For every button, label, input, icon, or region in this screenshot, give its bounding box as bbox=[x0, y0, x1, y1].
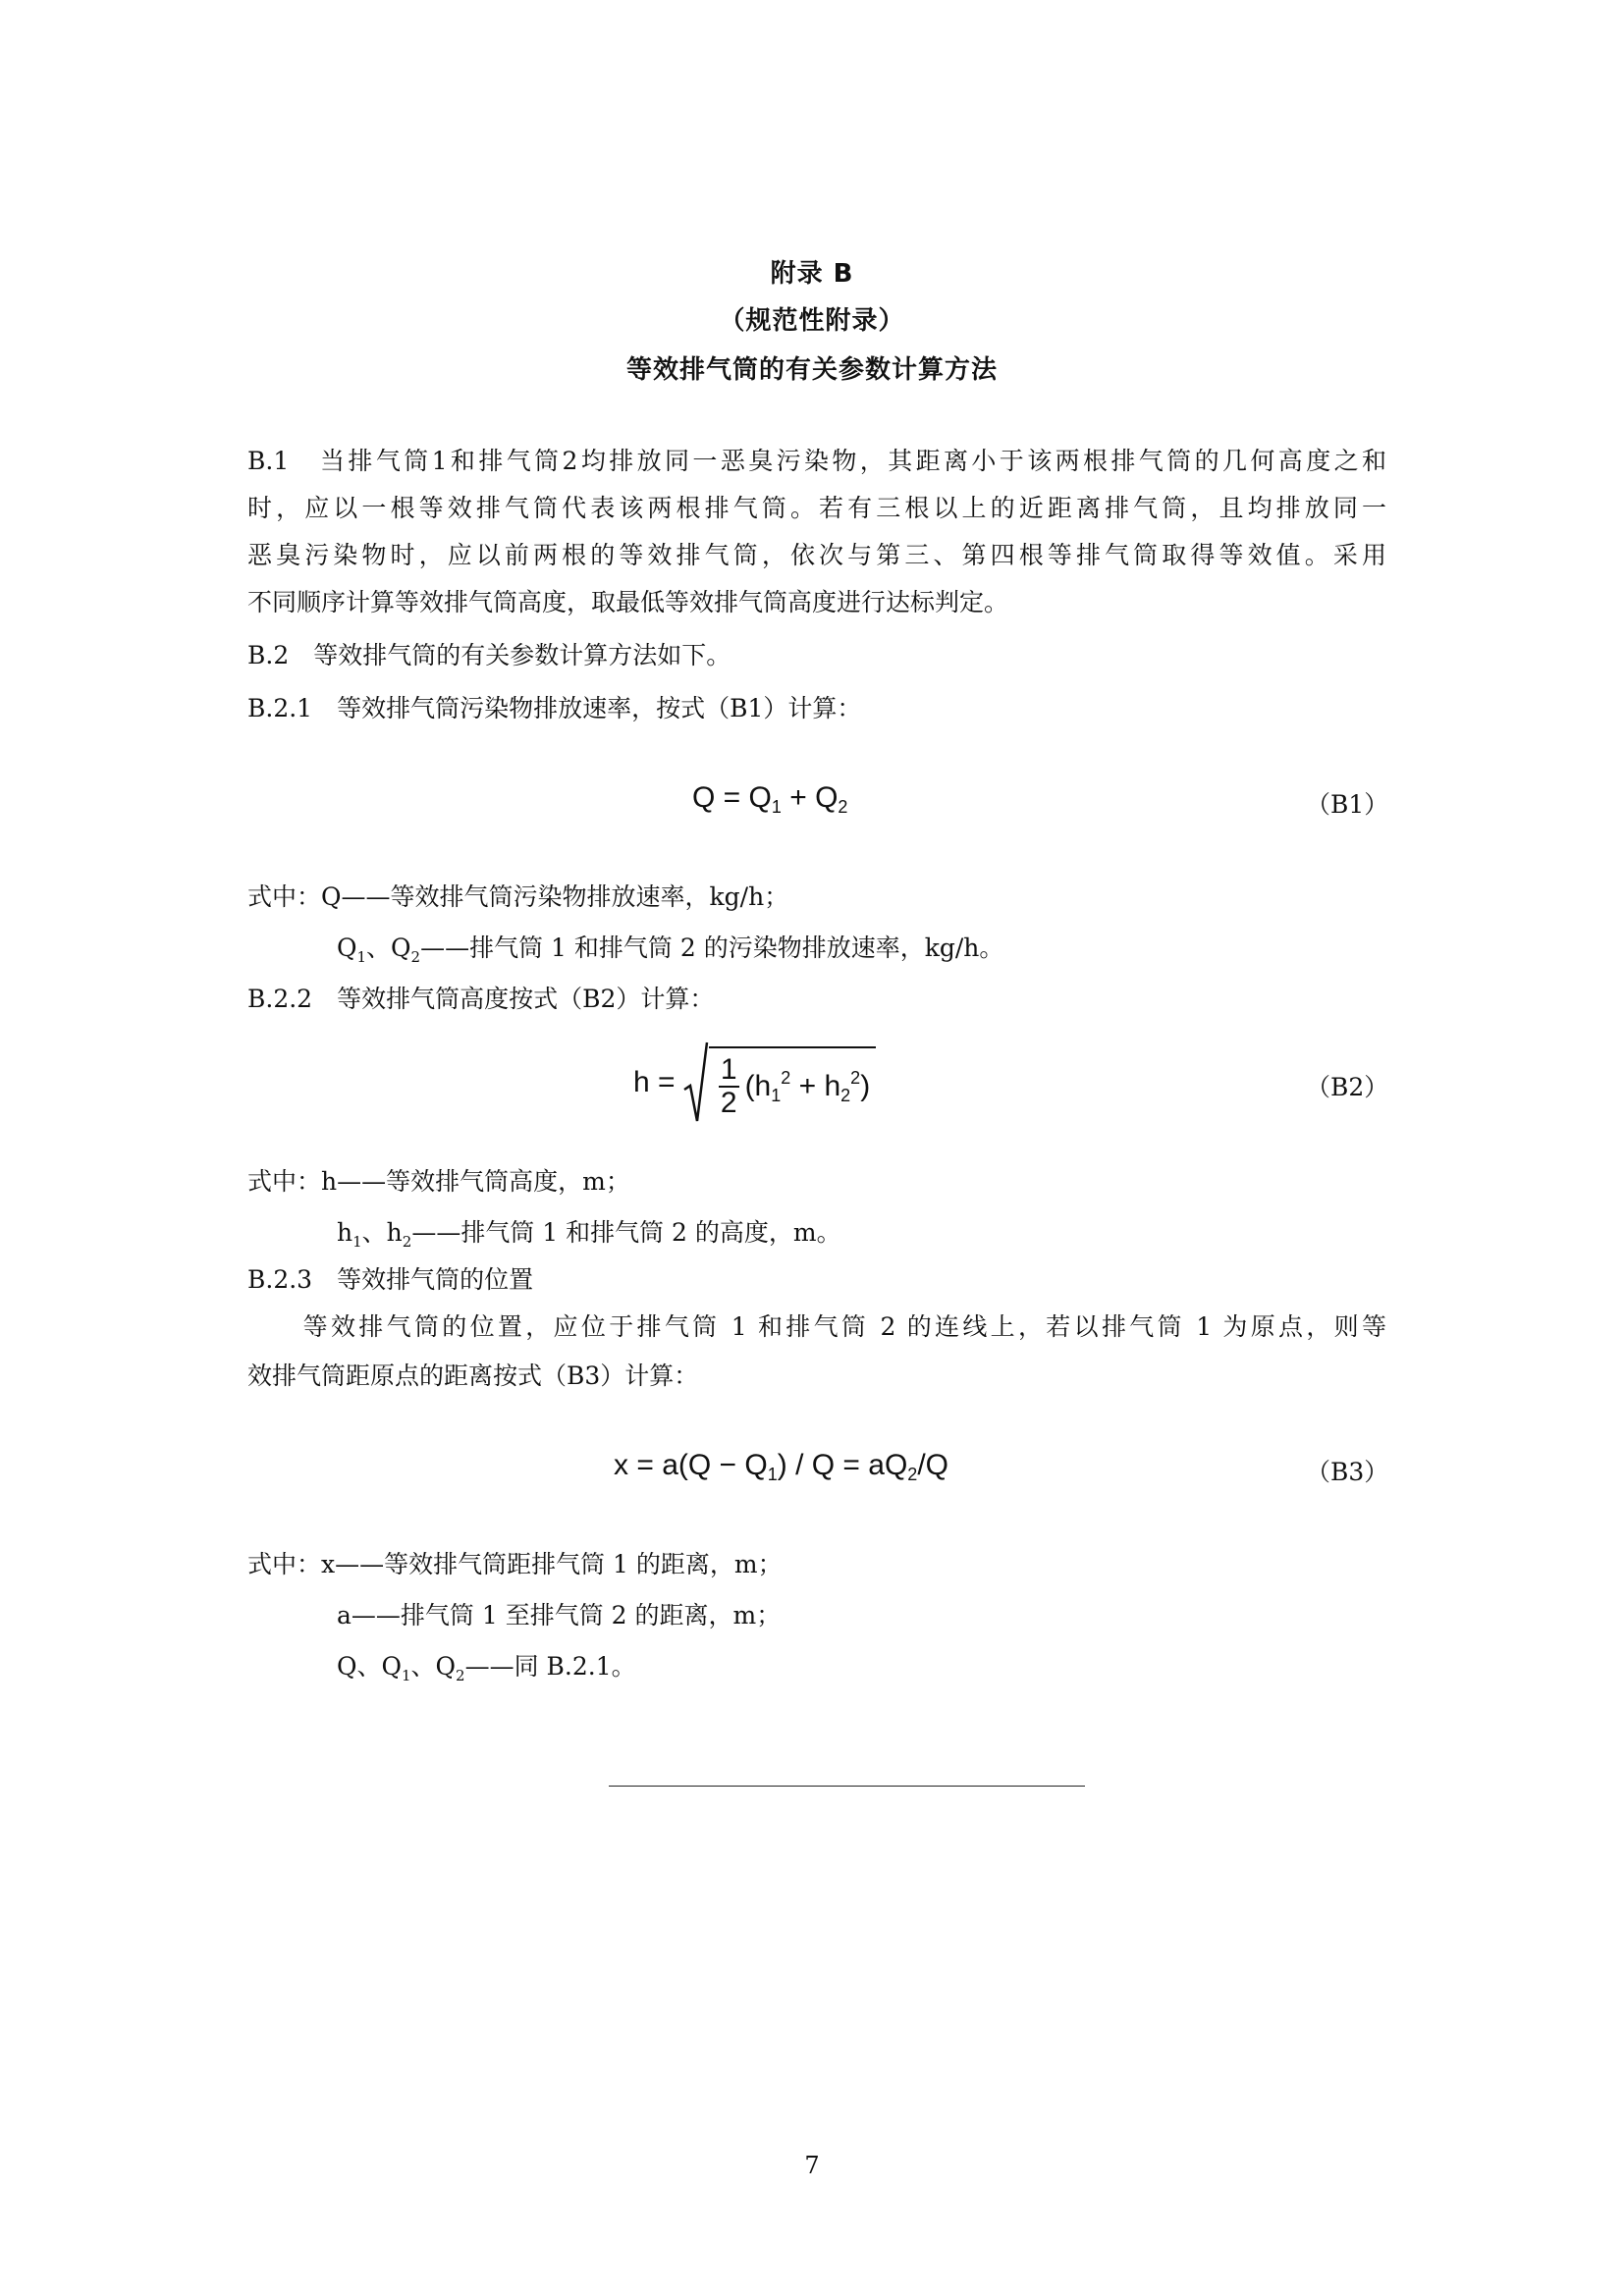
def-prefix: 式中： bbox=[247, 882, 322, 911]
equation-b2: h = $\frac{1}{2}$ $(h_1^2 + h_2^2)$ bbox=[633, 1041, 876, 1125]
b22-def-1: 式中：h——等效排气筒高度，m； bbox=[247, 1167, 630, 1196]
b23-line-1: 等效排气筒的位置，应位于排气筒 1 和排气筒 2 的连线上，若以排气筒 1 为原点，则等 bbox=[247, 1312, 1386, 1341]
equation-b1-number: （B1） bbox=[1306, 790, 1389, 819]
b21-def-1 bbox=[247, 876, 788, 919]
b1-line-4: 不同顺序计算等效排气筒高度，取最低等效排气筒高度进行达标判定。 bbox=[247, 588, 1009, 616]
radical-sign-icon bbox=[683, 1041, 709, 1125]
b1-line-1: B.1 当排气筒1和排气筒2均排放同一恶臭污染物，其距离小于该两根排气筒的几何高度之和 bbox=[247, 447, 1386, 475]
b2-heading: B.2 等效排气筒的有关参数计算方法如下。 bbox=[247, 641, 731, 669]
b23-def-3: Q、$Q_1$、$Q_2——$同 B.2.1。 bbox=[337, 1652, 636, 1684]
b1-line-3: 恶臭污染物时，应以前两根的等效排气筒，依次与第三、第四根等排气筒取得等效值。采用 bbox=[247, 541, 1386, 569]
b22-def-2: $h_1$、$h_2——$排气筒 1 和排气筒 2 的高度，m。 bbox=[337, 1218, 841, 1251]
b22-heading: B.2.2 等效排气筒高度按式（B2）计算： bbox=[247, 985, 715, 1013]
appendix-title: 等效排气筒的有关参数计算方法 bbox=[625, 355, 998, 385]
b23-heading: B.2.3 等效排气筒的位置 bbox=[247, 1265, 534, 1294]
def-q: Q——等效排气筒污染物排放速率，kg/h； bbox=[321, 882, 789, 911]
equation-b2-number: （B2） bbox=[1306, 1073, 1389, 1101]
b21-heading: B.2.1 等效排气筒污染物排放速率，按式（B1）计算： bbox=[247, 694, 862, 722]
end-rule-divider bbox=[609, 1786, 1085, 1787]
b1-line-2: 时，应以一根等效排气筒代表该两根排气筒。若有三根以上的近距离排气筒，且均排放同一 bbox=[247, 494, 1386, 522]
equation-b3-number: （B3） bbox=[1306, 1458, 1389, 1486]
appendix-label: 附录 B bbox=[770, 259, 854, 289]
equation-b3: $x = a(Q - Q_1) / Q = aQ_2/Q$ bbox=[614, 1449, 948, 1484]
b21-def-2: $Q_1$、$Q_2——$排气筒 1 和排气筒 2 的污染物排放速率，kg/h。 bbox=[337, 934, 1004, 966]
b23-def-2: a——排气筒 1 至排气筒 2 的距离，m； bbox=[337, 1601, 782, 1629]
page-number: 7 bbox=[804, 2152, 820, 2179]
appendix-type: （规范性附录） bbox=[719, 306, 905, 336]
equation-b1: $Q = Q_1 + Q_2$ bbox=[692, 781, 848, 817]
b23-def-1: 式中：x——等效排气筒距排气筒 1 的距离，m； bbox=[247, 1550, 783, 1578]
b23-line-2: 效排气筒距原点的距离按式（B3）计算： bbox=[247, 1362, 699, 1390]
